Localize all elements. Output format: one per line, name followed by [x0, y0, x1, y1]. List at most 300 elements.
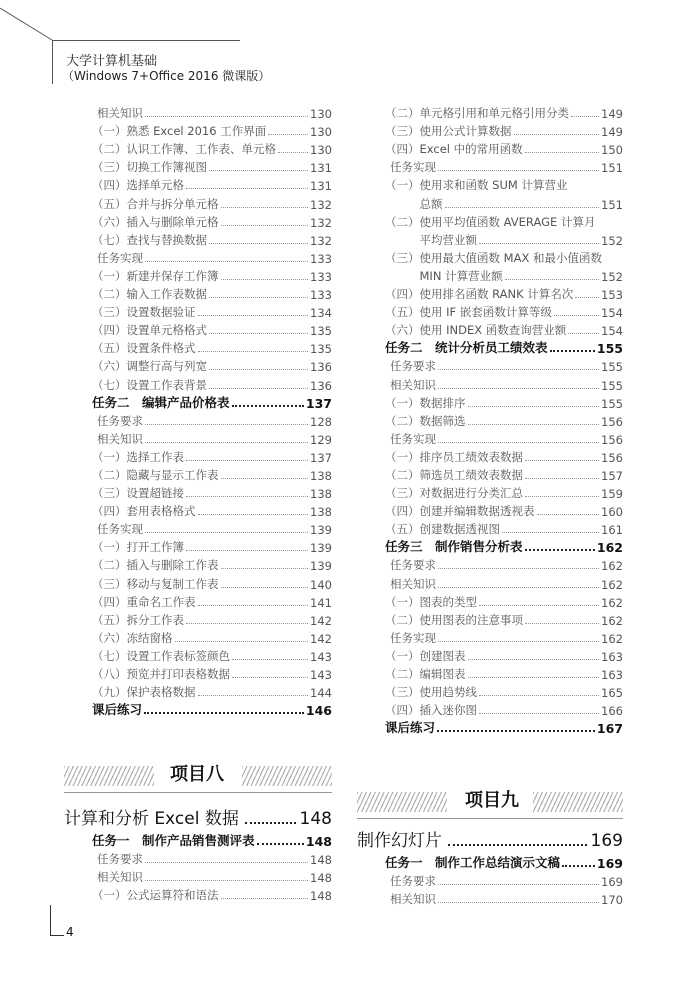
- toc-entry-title: （四）套用表格格式: [92, 504, 196, 519]
- toc-entry-page: 136: [310, 378, 332, 393]
- toc-entry-title: （三）使用公式计算数据: [385, 124, 512, 139]
- leader-dots: [145, 116, 308, 117]
- leader-dots: [186, 460, 308, 461]
- book-subtitle: （Windows 7+Office 2016 微课版）: [62, 69, 271, 83]
- toc-entry-page: 141: [310, 595, 332, 610]
- leader-dots: [571, 116, 599, 117]
- leader-dots: [554, 315, 599, 316]
- leader-dots: [445, 207, 600, 208]
- toc-entry: [92, 157, 332, 175]
- toc-entry: [92, 175, 332, 193]
- toc-entry-page: 133: [310, 288, 332, 303]
- toc-entry-title: 任务二 统计分析员工绩效表: [385, 340, 548, 356]
- leader-dots: [537, 514, 600, 515]
- toc-entry-title: （二）输入工作表数据: [92, 287, 207, 302]
- toc-entry-title: （三）对数据进行分类汇总: [385, 486, 523, 501]
- leader-dots: [468, 659, 600, 660]
- toc-entry: [92, 193, 332, 211]
- leader-dots: [479, 605, 599, 606]
- toc-entry-page: 136: [310, 360, 332, 375]
- toc-entry-title: 任务实现: [390, 160, 436, 175]
- toc-entry-title: 任务实现: [390, 630, 436, 645]
- toc-entry: [92, 664, 332, 682]
- leader-dots: [145, 442, 308, 443]
- toc-entry-title: （二）数据筛选: [385, 413, 466, 428]
- toc-entry-title: （四）插入迷你图: [385, 703, 477, 718]
- toc-entry-page: 137: [305, 395, 332, 411]
- toc-entry-page: 162: [596, 540, 623, 556]
- header-corner-ornament: [0, 0, 60, 60]
- toc-entry-title: 任务要求: [390, 874, 436, 889]
- leader-dots: [198, 695, 309, 696]
- toc-entry-title: （二）筛选员工绩效表数据: [385, 467, 523, 482]
- leader-dots: [186, 623, 308, 624]
- toc-entry-page: 162: [601, 631, 623, 646]
- leader-dots: [468, 677, 600, 678]
- toc-entry-title: （二）插入与删除工作表: [92, 558, 219, 573]
- toc-entry-page: 148: [310, 853, 332, 868]
- toc-entry-page: 167: [596, 721, 623, 737]
- toc-entry-page: 151: [601, 197, 623, 212]
- toc-entry-title: （三）使用趋势线: [385, 685, 477, 700]
- toc-entry-title: 任务三 制作销售分析表: [385, 539, 523, 555]
- leader-dots: [468, 406, 600, 407]
- toc-entry-page: 148: [310, 871, 332, 886]
- toc-entry-page: 134: [310, 306, 332, 321]
- toc-entry-page: 138: [310, 468, 332, 483]
- toc-entry-title: （三）设置超链接: [92, 486, 184, 501]
- toc-entry: [92, 519, 332, 537]
- toc-entry: [385, 429, 623, 447]
- project9-page: 169: [590, 831, 623, 851]
- toc-entry-page: 140: [310, 577, 332, 592]
- page-corner-rule: [50, 905, 51, 935]
- leader-dots: [145, 261, 308, 262]
- toc-entry-title: （五）使用 IF 嵌套函数计算等级: [385, 305, 552, 320]
- toc-entry-page: 156: [601, 432, 623, 447]
- toc-entry-title: （五）拆分工作表: [92, 612, 184, 627]
- toc-entry-page: 129: [310, 432, 332, 447]
- project9-banner: [357, 786, 623, 816]
- toc-entry: [92, 555, 332, 573]
- toc-entry-page: 148: [310, 889, 332, 904]
- toc-entry-page: 135: [310, 324, 332, 339]
- toc-entry: [385, 157, 623, 175]
- leader-dots: [145, 532, 308, 533]
- leader-dots: [568, 333, 599, 334]
- toc-entry: [92, 501, 332, 519]
- toc-entry-page: 130: [310, 143, 332, 158]
- project9-title-row: [357, 825, 623, 851]
- toc-entry-page: 132: [310, 197, 332, 212]
- toc-entry-page: 142: [310, 631, 332, 646]
- toc-entry-page: 131: [310, 161, 332, 176]
- toc-entry-title: （一）数据排序: [385, 395, 466, 410]
- toc-entry-title: 相关知识: [390, 892, 436, 907]
- toc-entry: [385, 501, 623, 519]
- toc-entry-title: 任务二 编辑产品价格表: [92, 394, 230, 410]
- toc-entry-title: （一）熟悉 Excel 2016 工作界面: [92, 124, 267, 139]
- toc-entry-page: 166: [601, 704, 623, 719]
- toc-entry-title: （六）冻结窗格: [92, 630, 173, 645]
- toc-entry-title: （一）选择工作表: [92, 449, 184, 464]
- toc-entry-title: （六）使用 INDEX 函数查询营业额: [385, 323, 567, 338]
- toc-entry-title: （一）打开工作簿: [92, 540, 184, 555]
- toc-entry-title: （四）选择单元格: [92, 178, 184, 193]
- toc-entry-page: 132: [310, 215, 332, 230]
- toc-entry-page: 162: [601, 559, 623, 574]
- toc-entry-page: 154: [601, 324, 623, 339]
- toc-entry: [92, 338, 332, 356]
- toc-entry-title: 相关知识: [390, 377, 436, 392]
- leader-dots: [232, 405, 304, 407]
- toc-entry: [92, 139, 332, 157]
- toc-entry-title: （七）查找与替换数据: [92, 232, 207, 247]
- leader-dots: [198, 514, 309, 515]
- toc-entry: [385, 266, 623, 284]
- project9-rule: [357, 818, 623, 819]
- toc-entry-page: 154: [601, 306, 623, 321]
- toc-task-entry: [385, 338, 623, 356]
- toc-entry-title: 任务要求: [97, 852, 143, 867]
- leader-dots: [438, 170, 599, 171]
- toc-entry: [92, 610, 332, 628]
- leader-dots: [145, 862, 308, 863]
- toc-entry-page: 155: [596, 341, 623, 357]
- toc-entry: [92, 411, 332, 429]
- toc-entry-title: （一）排序员工绩效表数据: [385, 449, 523, 464]
- toc-entry-title: 任务实现: [390, 431, 436, 446]
- leader-dots: [245, 822, 296, 824]
- toc-entry-page: 160: [601, 505, 623, 520]
- leader-dots: [209, 369, 308, 370]
- toc-entry: [92, 429, 332, 447]
- leader-dots: [438, 388, 599, 389]
- toc-entry-title: （九）保护表格数据: [92, 685, 196, 700]
- toc-task-entry: [92, 700, 332, 718]
- leader-dots: [525, 478, 599, 479]
- project9-title: 制作幻灯片: [357, 831, 442, 851]
- toc-entry: [385, 646, 623, 664]
- toc-entry-title: 任务要求: [390, 359, 436, 374]
- project8-banner: [64, 760, 332, 790]
- toc-entry-page: 152: [601, 269, 623, 284]
- leader-dots: [221, 207, 309, 208]
- toc-entry-page: 157: [601, 468, 623, 483]
- toc-entry: [92, 356, 332, 374]
- toc-entry: [92, 302, 332, 320]
- toc-entry: [385, 889, 623, 907]
- toc-entry-page: 155: [601, 396, 623, 411]
- leader-dots: [221, 568, 309, 569]
- leader-dots: [437, 730, 595, 732]
- toc-entry-title: （一）图表的类型: [385, 594, 477, 609]
- toc-entry-page: 142: [310, 613, 332, 628]
- book-title: 大学计算机基础: [66, 54, 158, 69]
- toc-entry-page: 156: [601, 450, 623, 465]
- toc-entry: [92, 483, 332, 501]
- toc-entry: [92, 447, 332, 465]
- toc-entry-title: （二）隐藏与显示工作表: [92, 467, 219, 482]
- toc-entry-title: 平均营业额: [385, 232, 477, 247]
- toc-entry-page: 163: [601, 649, 623, 664]
- leader-dots: [209, 333, 308, 334]
- toc-entry-page: 169: [601, 875, 623, 890]
- toc-entry: [385, 628, 623, 646]
- leader-dots: [221, 898, 309, 899]
- toc-entry: [385, 682, 623, 700]
- leader-dots: [505, 279, 599, 280]
- leader-dots: [550, 350, 595, 352]
- leader-dots: [448, 844, 587, 846]
- toc-entry-page: 169: [596, 856, 623, 872]
- toc-entry-page: 139: [310, 541, 332, 556]
- leader-dots: [438, 568, 599, 569]
- leader-dots: [145, 880, 308, 881]
- toc-entry-title: （一）公式运算符和语法: [92, 888, 219, 903]
- leader-dots: [209, 170, 308, 171]
- toc-entry-page: 146: [305, 703, 332, 719]
- leader-dots: [144, 712, 304, 714]
- toc-entry: [92, 284, 332, 302]
- toc-entry-title: 任务要求: [97, 413, 143, 428]
- toc-entry-title: 任务一 制作产品销售测评表: [92, 833, 255, 849]
- toc-entry: [385, 447, 623, 465]
- toc-entry-title: （六）插入与删除单元格: [92, 214, 219, 229]
- toc-entry: [92, 121, 332, 139]
- toc-entry: [92, 230, 332, 248]
- toc-entry-title: （三）设置数据验证: [92, 305, 196, 320]
- toc-entry: [385, 519, 623, 537]
- project8-hatch-right: [242, 766, 332, 786]
- leader-dots: [186, 550, 308, 551]
- project9-toc: [385, 853, 623, 907]
- project8-title-row: [64, 803, 332, 829]
- toc-entry: [385, 139, 623, 157]
- header-rule: [52, 40, 240, 41]
- toc-entry-title: （四）创建并编辑数据透视表: [385, 504, 535, 519]
- leader-dots: [514, 134, 600, 135]
- toc-task-entry: [92, 831, 332, 849]
- toc-entry-title: 相关知识: [97, 106, 143, 121]
- leader-dots: [502, 532, 599, 533]
- project8-title: 计算和分析 Excel 数据: [64, 809, 239, 829]
- toc-entry-title: （二）单元格引用和单元格引用分类: [385, 106, 569, 121]
- toc-entry-page: 163: [601, 668, 623, 682]
- toc-entry: [92, 682, 332, 700]
- toc-entry-title: （一）使用求和函数 SUM 计算营业: [385, 178, 568, 193]
- project8-label: 项目八: [170, 764, 224, 785]
- toc-entry-title: 相关知识: [390, 576, 436, 591]
- toc-entry-title: （六）调整行高与列宽: [92, 359, 207, 374]
- toc-entry: [385, 610, 623, 628]
- toc-entry: [385, 193, 623, 211]
- leader-dots: [438, 902, 599, 903]
- toc-entry-page: 170: [601, 893, 623, 908]
- leader-dots: [438, 884, 599, 885]
- page-number: 4: [66, 925, 74, 939]
- leader-dots: [221, 587, 309, 588]
- leader-dots: [278, 152, 308, 153]
- toc-entry-title: （四）Excel 中的常用函数: [385, 142, 523, 157]
- toc-entry: [92, 885, 332, 903]
- toc-entry: [92, 266, 332, 284]
- toc-entry: [385, 483, 623, 501]
- leader-dots: [525, 460, 599, 461]
- toc-entry-title: （四）设置单元格格式: [92, 323, 207, 338]
- toc-entry-title: （三）使用最大值函数 MAX 和最小值函数: [385, 250, 602, 265]
- leader-dots: [525, 549, 595, 551]
- toc-entry-page: 131: [310, 179, 332, 194]
- toc-entry-title: 相关知识: [97, 870, 143, 885]
- toc-entry-title: 总额: [385, 196, 443, 211]
- leader-dots: [575, 297, 599, 298]
- leader-dots: [198, 351, 309, 352]
- leader-dots: [209, 243, 308, 244]
- toc-entry: [385, 121, 623, 139]
- leader-dots: [479, 695, 599, 696]
- toc-entry: [385, 592, 623, 610]
- toc-entry-page: 159: [601, 487, 623, 502]
- leader-dots: [232, 677, 308, 678]
- leader-dots: [562, 865, 595, 867]
- toc-entry: [92, 537, 332, 555]
- toc-entry-page: 153: [601, 288, 623, 303]
- toc-entry-title: （五）设置条件格式: [92, 341, 196, 356]
- toc-entry-title: （二）使用平均值函数 AVERAGE 计算月: [385, 214, 596, 229]
- toc-entry-title: （五）创建数据透视图: [385, 522, 500, 537]
- toc-entry-page: 148: [305, 834, 332, 850]
- toc-entry-page: 155: [601, 360, 623, 375]
- leader-dots: [525, 496, 599, 497]
- toc-entry-title: （五）合并与拆分单元格: [92, 196, 219, 211]
- toc-entry-page: 155: [601, 378, 623, 393]
- toc-entry: [385, 356, 623, 374]
- toc-entry-page: 150: [601, 143, 623, 158]
- toc-entry: [385, 284, 623, 302]
- toc-entry-page: 138: [310, 487, 332, 502]
- toc-entry-page: 139: [310, 523, 332, 538]
- toc-entry-title: （八）预览并打印表格数据: [92, 667, 230, 681]
- leader-dots: [221, 225, 309, 226]
- leader-dots: [221, 478, 309, 479]
- project8-page: 148: [299, 809, 332, 829]
- leader-dots: [438, 442, 599, 443]
- leader-dots: [186, 188, 308, 189]
- toc-entry: [92, 592, 332, 610]
- toc-entry-title: 任务实现: [97, 522, 143, 537]
- page-corner-rule-h: [50, 935, 64, 936]
- toc-entry-title: 相关知识: [97, 431, 143, 446]
- toc-entry-title: （二）编辑图表: [385, 667, 466, 681]
- toc-entry-page: 130: [310, 125, 332, 140]
- toc-entry-page: 161: [601, 523, 623, 538]
- leader-dots: [479, 713, 599, 714]
- leader-dots: [525, 152, 599, 153]
- toc-task-entry: [385, 718, 623, 736]
- toc-entry: [385, 411, 623, 429]
- toc-entry: [92, 646, 332, 664]
- leader-dots: [198, 605, 309, 606]
- toc-right-column: [385, 103, 623, 736]
- toc-entry-page: 132: [310, 233, 332, 248]
- leader-dots: [209, 388, 308, 389]
- toc-entry: [385, 664, 623, 682]
- toc-entry-page: 149: [601, 125, 623, 140]
- toc-entry: [385, 248, 623, 266]
- project8-rule: [64, 792, 332, 793]
- toc-entry-title: 任务实现: [97, 250, 143, 265]
- toc-entry-title: 任务要求: [390, 558, 436, 573]
- toc-entry: [92, 374, 332, 392]
- toc-entry-page: 143: [310, 668, 332, 682]
- toc-entry: [92, 573, 332, 591]
- toc-entry: [385, 374, 623, 392]
- toc-entry-page: 162: [601, 595, 623, 610]
- leader-dots: [438, 641, 599, 642]
- leader-dots: [221, 279, 309, 280]
- leader-dots: [145, 424, 308, 425]
- toc-entry: [92, 212, 332, 230]
- leader-dots: [257, 843, 304, 845]
- toc-left-column: [92, 103, 332, 718]
- toc-entry-page: 138: [310, 505, 332, 520]
- leader-dots: [209, 297, 308, 298]
- toc-entry-title: 课后练习: [92, 702, 143, 718]
- toc-entry: [385, 465, 623, 483]
- toc-entry-title: （二）认识工作簿、工作表、单元格: [92, 142, 276, 157]
- project8-toc: [92, 831, 332, 903]
- toc-entry: [385, 700, 623, 718]
- toc-entry-title: （一）新建并保存工作簿: [92, 268, 219, 283]
- toc-entry: [92, 103, 332, 121]
- toc-entry-page: 133: [310, 269, 332, 284]
- toc-task-entry: [92, 393, 332, 411]
- leader-dots: [268, 134, 308, 135]
- toc-entry-page: 137: [310, 450, 332, 465]
- toc-entry-page: 156: [601, 414, 623, 429]
- toc-entry: [385, 230, 623, 248]
- toc-entry: [92, 849, 332, 867]
- toc-entry: [385, 555, 623, 573]
- toc-entry-page: 128: [310, 414, 332, 429]
- leader-dots: [438, 587, 599, 588]
- toc-entry: [92, 465, 332, 483]
- toc-entry-page: 130: [310, 107, 332, 122]
- toc-entry-page: 162: [601, 613, 623, 628]
- toc-entry-page: 144: [310, 686, 332, 701]
- toc-entry-page: 139: [310, 559, 332, 574]
- leader-dots: [186, 496, 308, 497]
- toc-entry: [385, 871, 623, 889]
- toc-entry: [385, 212, 623, 230]
- toc-entry-page: 152: [601, 233, 623, 248]
- leader-dots: [175, 641, 309, 642]
- toc-entry-title: 任务一 制作工作总结演示文稿: [385, 855, 561, 871]
- toc-entry: [385, 103, 623, 121]
- toc-entry-title: （四）重命名工作表: [92, 594, 196, 609]
- leader-dots: [479, 243, 599, 244]
- leader-dots: [198, 315, 309, 316]
- toc-entry-page: 165: [601, 686, 623, 701]
- toc-entry: [92, 628, 332, 646]
- project8-hatch: [64, 766, 154, 786]
- toc-entry-title: （二）使用图表的注意事项: [385, 612, 523, 627]
- project9-hatch-right: [533, 792, 623, 812]
- toc-entry-page: 151: [601, 161, 623, 176]
- toc-task-entry: [385, 853, 623, 871]
- toc-entry: [92, 320, 332, 338]
